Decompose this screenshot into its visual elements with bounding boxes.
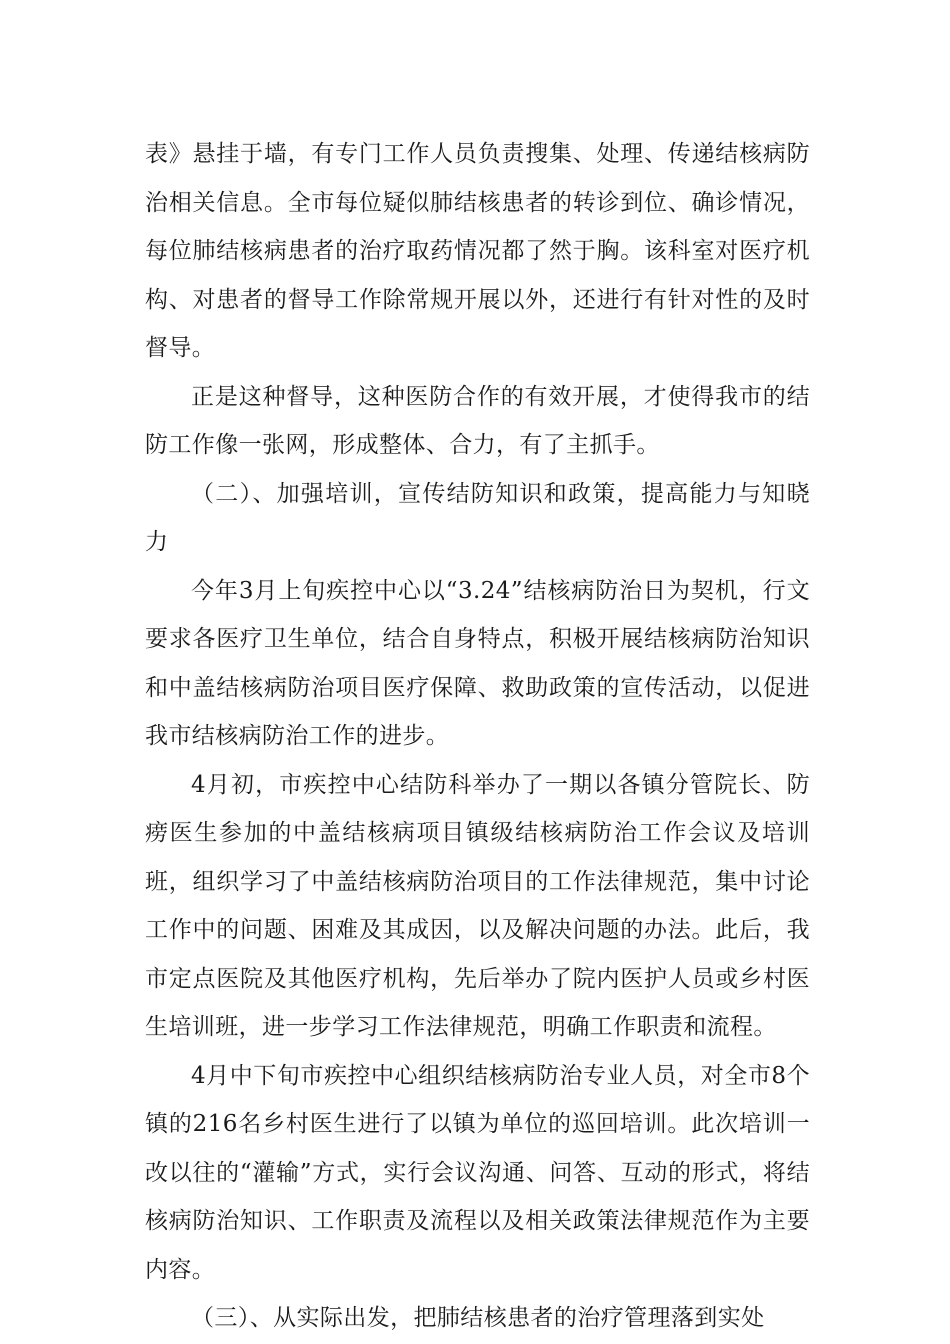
paragraph-5: 4月中下旬市疾控中心组织结核病防治专业人员，对全市8个镇的216名乡村医生进行了以镇为单位的巡回培训。此次培训一改以往的“灌输”方式，实行会议沟通、问答、互动的形式，将结核病防治知识、工作职责及流程以及相关政策法律规范作为主要内容。 [145, 1062, 810, 1283]
document-body [145, 130, 810, 1343]
section-heading-3: （三）、从实际出发，把肺结核患者的治疗管理落到实处 [191, 1305, 765, 1331]
paragraph-3: 今年3月上旬疾控中心以“3.24”结核病防治日为契机，行文要求各医疗卫生单位，结合自身特点，积极开展结核病防治知识和中盖结核病防治项目医疗保障、救助政策的宣传活动，以促进我市结核病防治工作的进步。 [145, 577, 810, 749]
paragraph-1: 表》悬挂于墙，有专门工作人员负责搜集、处理、传递结核病防治相关信息。全市每位疑似肺结核患者的转诊到位、确诊情况，每位肺结核病患者的治疗取药情况都了然于胸。该科室对医疗机构、对患者的督导工作除常规开展以外，还进行有针对性的及时督导。 [145, 141, 810, 361]
paragraph-4: 4月初，市疾控中心结防科举办了一期以各镇分管院长、防痨医生参加的中盖结核病项目镇级结核病防治工作会议及培训班，组织学习了中盖结核病防治项目的工作法律规范，集中讨论工作中的问题、困难及其成因，以及解决问题的办法。此后，我市定点医院及其他医疗机构，先后举办了院内医护人员或乡村医生培训班，进一步学习工作法律规范，明确工作职责和流程。 [145, 771, 810, 1040]
section-heading-2: （二）、加强培训，宣传结防知识和政策，提高能力与知晓力 [145, 480, 810, 555]
paragraph-2: 正是这种督导，这种医防合作的有效开展，才使得我市的结防工作像一张网，形成整体、合力，有了主抓手。 [145, 383, 810, 458]
